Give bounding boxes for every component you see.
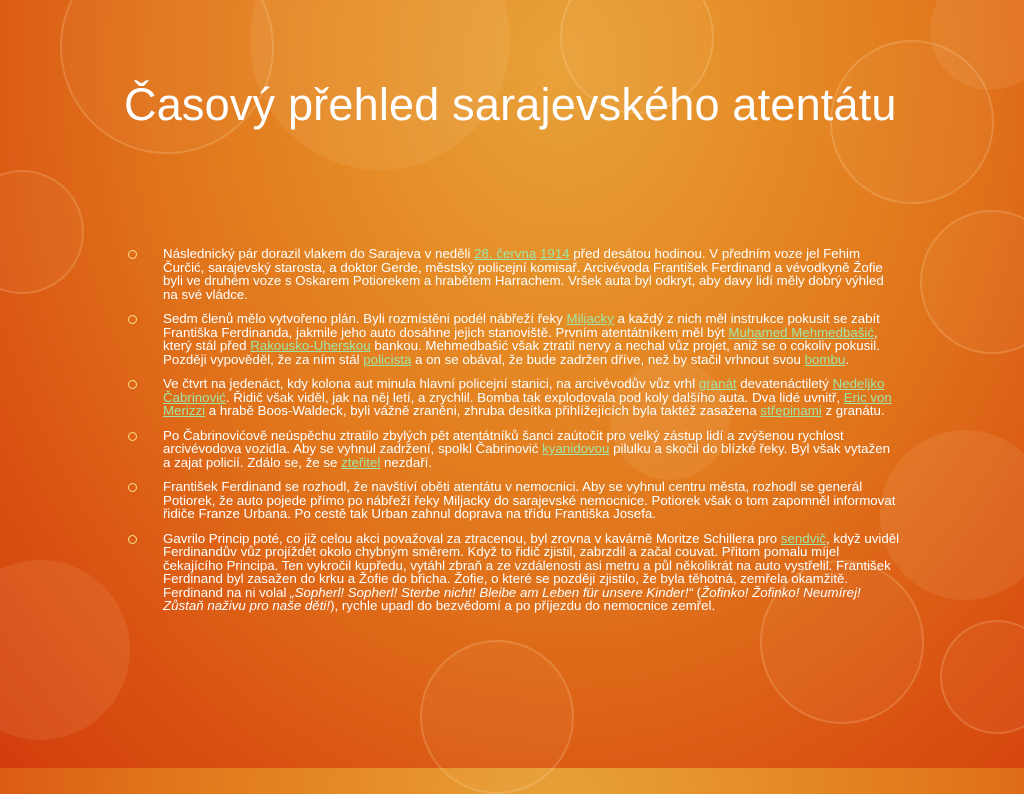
bullet-item bbox=[128, 429, 901, 470]
inline-link[interactable]: kyanidovou bbox=[542, 441, 610, 456]
bokeh-circle bbox=[930, 0, 1024, 90]
bullet-text: a hrabě Boos-Waldeck, byli vážně zraněni, zhruba desítka přihlížejících byla taktéž zasažena bbox=[205, 403, 761, 418]
bokeh-circle bbox=[920, 210, 1024, 354]
slide-title: Časový přehled sarajevského atentátu bbox=[124, 79, 897, 130]
inline-link[interactable]: 28. června bbox=[474, 246, 537, 261]
bullet-text: z granátu. bbox=[821, 403, 885, 418]
italic-text: „Sopherl! Sopherl! Sterbe nicht! Bleibe am Leben für unsere Kinder!“ bbox=[290, 584, 693, 600]
inline-link[interactable]: policista bbox=[363, 351, 412, 367]
bullet-ring-icon bbox=[128, 250, 137, 259]
bullet-text: devatenáctiletý bbox=[736, 376, 833, 391]
bullet-text: ), rychle upadl do bezvědomí a po příjezdu do nemocnice zemřel. bbox=[330, 598, 716, 613]
bullet-text: . bbox=[845, 351, 849, 367]
bullet-ring-icon bbox=[128, 535, 137, 544]
bullet-text: Sedm členů mělo vytvořeno plán. Byli rozmístěni podél nábřeží řeky bbox=[163, 311, 567, 326]
bullet-ring-icon bbox=[128, 432, 137, 441]
bullet-ring-icon bbox=[128, 380, 137, 389]
bullet-text: pilulku a skočil do blízké řeky. Byl však vytažen a zajat policií. Zdálo se, že se bbox=[163, 441, 891, 470]
bokeh-circle bbox=[0, 170, 84, 294]
inline-link[interactable]: granát bbox=[698, 376, 737, 391]
bullet-ring-icon bbox=[128, 483, 137, 492]
inline-link[interactable]: Muhamed Mehmedbašić bbox=[728, 324, 875, 340]
bullet-ring-icon bbox=[128, 315, 137, 324]
inline-link[interactable]: Miljacky bbox=[566, 311, 614, 326]
inline-link[interactable]: 1914 bbox=[539, 246, 570, 261]
bokeh-circle bbox=[880, 430, 1024, 600]
inline-link[interactable]: sendvič bbox=[780, 530, 826, 546]
bokeh-circle bbox=[420, 640, 574, 794]
italic-text: Žofinko! Žofinko! Neumírej! Zůstaň naživu pro naše děti! bbox=[163, 584, 861, 613]
bokeh-circle bbox=[940, 620, 1024, 734]
inline-link[interactable]: Nedeljko Čabrinović bbox=[163, 376, 885, 405]
bullet-item bbox=[128, 480, 901, 521]
bullet-text: . Řidič však viděl, jak na něj letí, a zrychlil. Bomba tak explodovala pod koly dalšího auta. Dva lidé uvnitř, bbox=[225, 389, 844, 405]
bullet-text: František Ferdinand se rozhodl, že navštíví oběti atentátu v nemocnici. Aby se vyhnul centru města, rozhodl se generál Potiorek, že auto pojede přímo po nábřeží řeky Miljacky do sarajevské nemocnice. Potiorek však o tom zapomněl informovat řidiče Franze Urbana. Po cestě tak Urban zahnul doprava na třídu Františka Josefa. bbox=[163, 479, 896, 521]
inline-link[interactable]: bombu bbox=[804, 351, 846, 367]
bullet-text: bankou. Mehmedbašić však ztratil nervy a nechal vůz projet, aniž se o cokoliv pokusil. Později vypověděl, že za ním stál bbox=[163, 338, 880, 367]
inline-link[interactable]: Rakousko-Uherskou bbox=[250, 338, 371, 353]
bullet-item bbox=[128, 532, 901, 613]
bullet-text: , který stál před bbox=[163, 324, 878, 353]
bullet-text: Ve čtvrt na jedenáct, kdy kolona aut minula hlavní policejní stanici, na arcivévodův vůz vrhl bbox=[163, 376, 699, 391]
inline-link[interactable]: zteřitel bbox=[341, 454, 381, 470]
bullet-text: a on se obával, že bude zadržen dříve, než by stačil vrhnout svou bbox=[411, 351, 805, 367]
bullet-text: Následnický pár dorazil vlakem do Sarajeva v neděli bbox=[163, 246, 475, 261]
bullet-text: ( bbox=[692, 584, 702, 600]
bullet-text: Po Čabrinovićově neúspěchu ztratilo zbylých pět atentátníků šanci zaútočit pro velký zástup lidí a zvýšenou rychlost arcivévodova vozidla. Aby se vyhnul zadržení, spolkl Čabrinović bbox=[163, 427, 844, 456]
bullet-list bbox=[128, 247, 901, 624]
inline-link[interactable]: střepinami bbox=[760, 403, 822, 418]
bullet-text: , když uviděl Ferdinandův vůz projíždět okolo chybným směrem. Když to řidič zjistil, zabrzdil a začal couvat. Přitom pomalu míjel čekajícího Principa. Ten vykročil kupředu, vytáhl zbraň a ze vzdálenosti asi metru a půl několikrát na auto vystřelil. František Ferdinand byl zasažen do krku a Žofie do břicha. Žofie, o které se později zjistilo, že byla těhotná, zemřela okamžitě. Ferdinand na ni volal bbox=[163, 530, 900, 600]
bullet-text: Gavrilo Princip poté, co již celou akci považoval za ztracenou, byl zrovna v kavárně Moritze Schillera pro bbox=[163, 530, 781, 546]
inline-link[interactable]: Eric von Merizzi bbox=[163, 389, 892, 418]
bokeh-circle bbox=[0, 560, 130, 740]
bullet-text: nezdaří. bbox=[380, 454, 433, 470]
bullet-item bbox=[128, 312, 901, 366]
bullet-text: před desátou hodinou. V předním voze jel Fehim Čurčić, sarajevský starosta, a doktor Gerde, městský policejní komisař. Arcivévoda František Ferdinand a vévodkyně Žofie byli ve druhém voze s Oskarem Potiorekem a hrabětem Harrachem. Vršek auta byl odkryt, aby davy lidí měly dobrý výhled na své vládce. bbox=[163, 246, 884, 302]
bullet-item bbox=[128, 247, 901, 301]
bullet-item bbox=[128, 377, 901, 418]
bullet-text: a každý z nich měl instrukce pokusit se zabít Františka Ferdinanda, jakmile jeho auto dosáhne jejich stanoviště. Prvním atentátníkem měl být bbox=[163, 311, 880, 340]
